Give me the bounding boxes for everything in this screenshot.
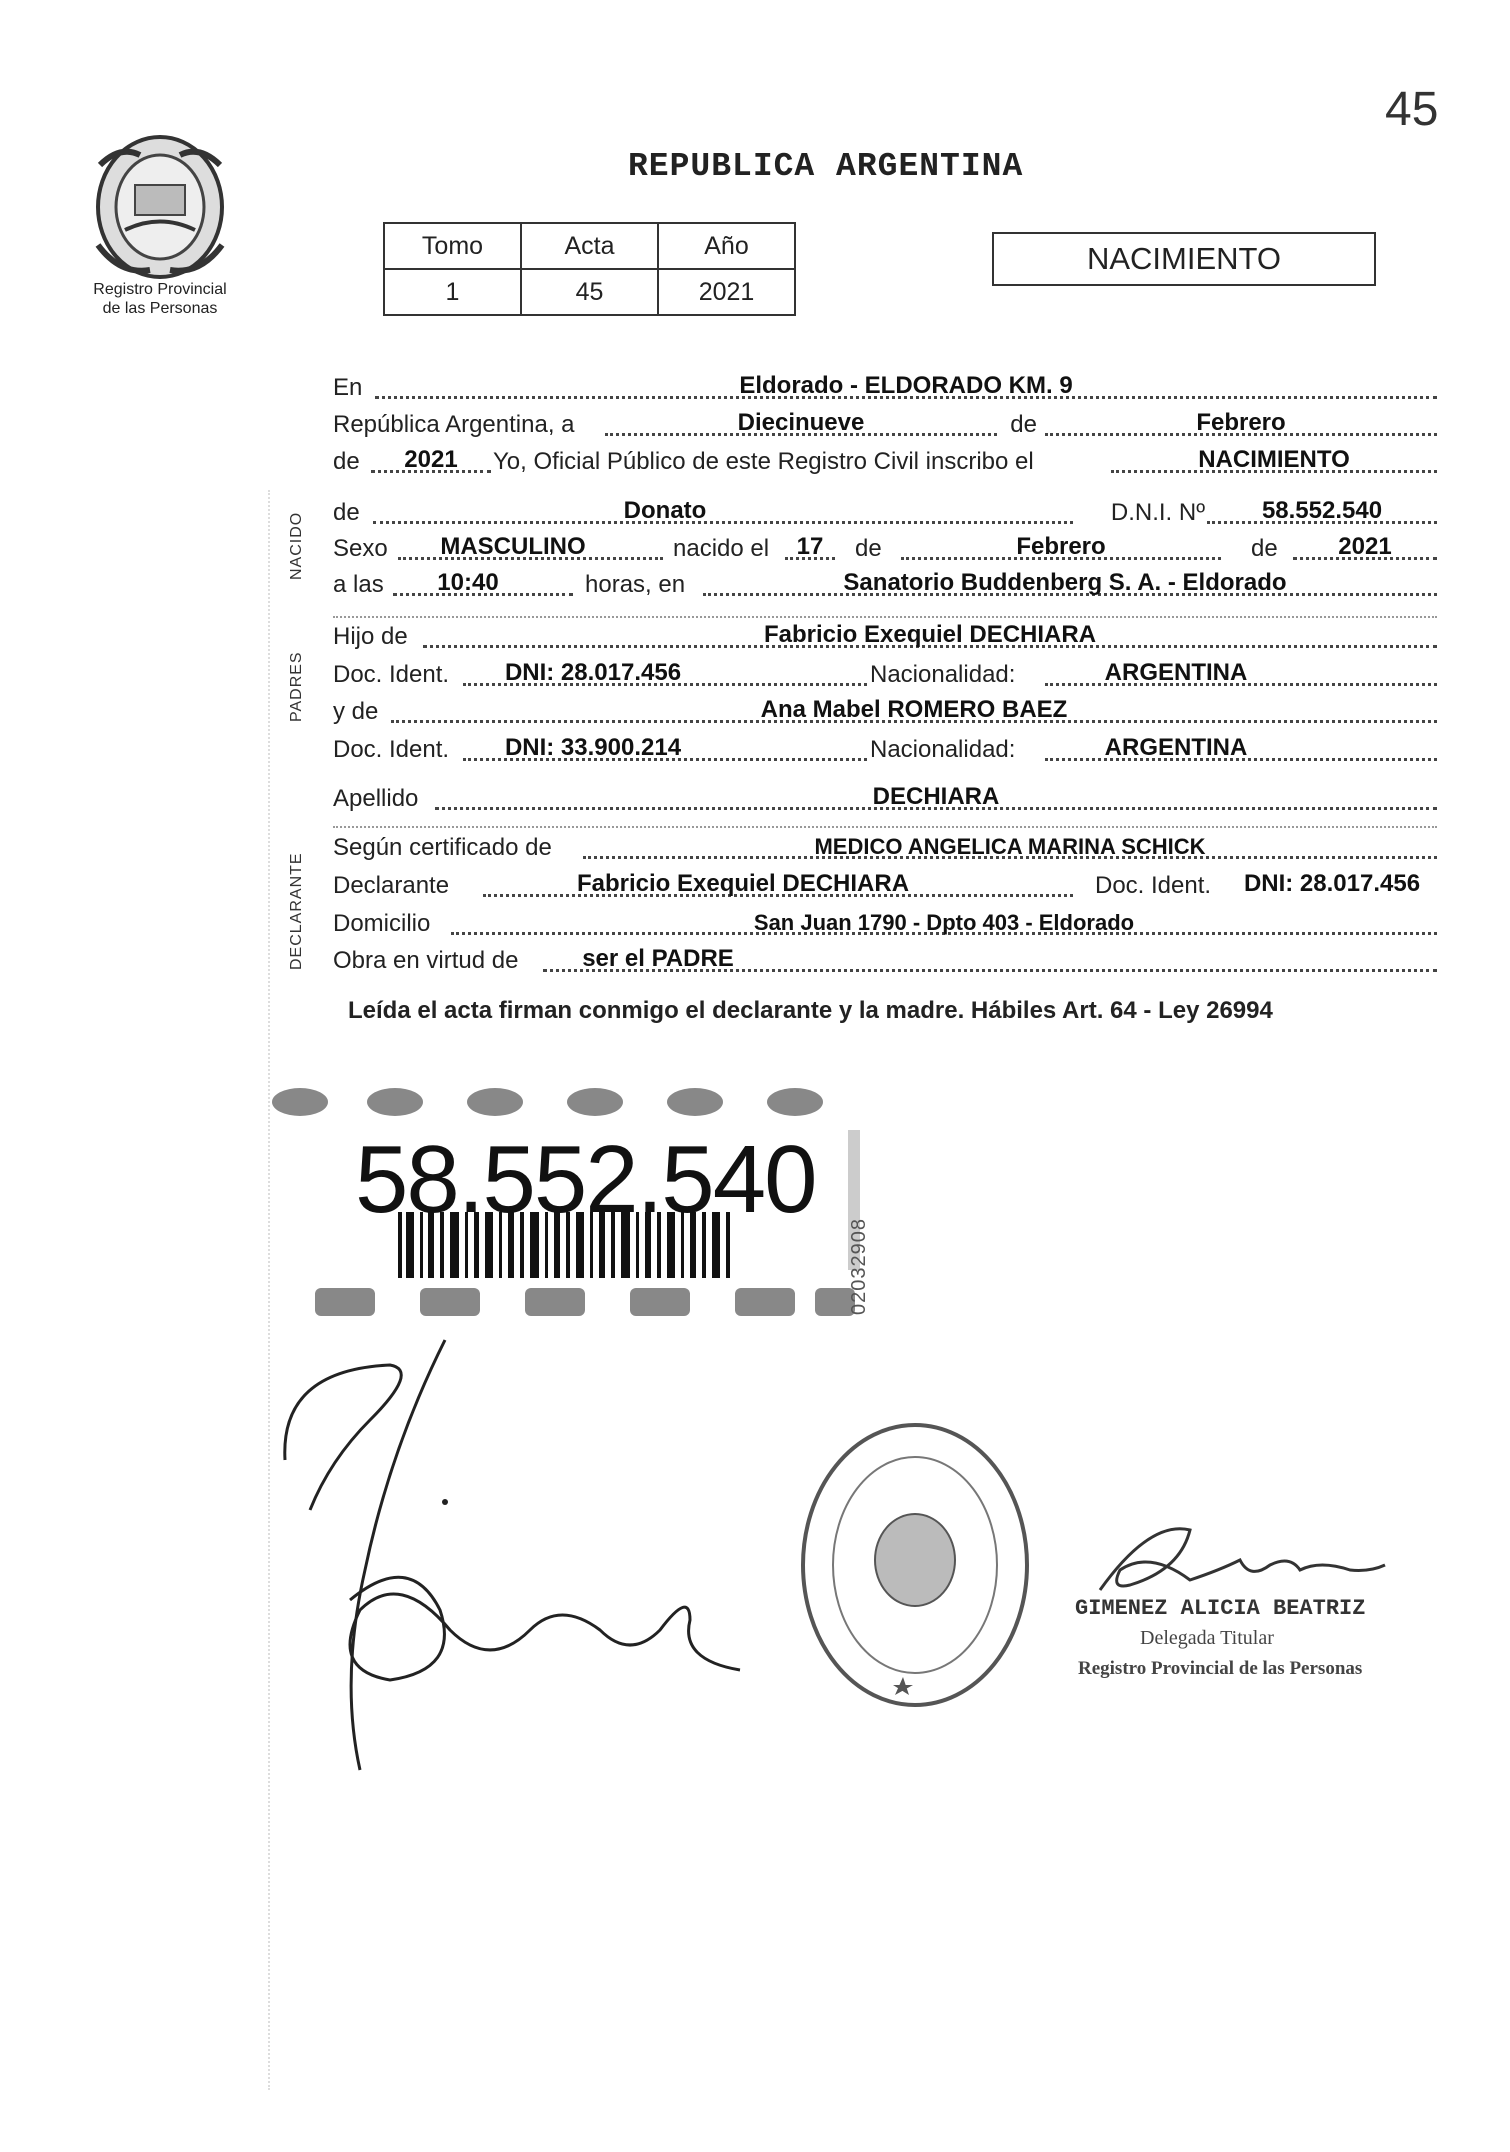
value-madre-doc: DNI: 33.900.214 (504, 734, 682, 761)
label-segun-certificado: Según certificado de (333, 834, 552, 861)
label-obra-en-virtud: Obra en virtud de (333, 947, 519, 974)
label-yo-oficial: Yo, Oficial Público de este Registro Civil inscribo el (493, 448, 1034, 475)
section-label-padres: PADRES (288, 651, 305, 722)
value-padre: Fabricio Exequiel DECHIARA (763, 621, 1097, 648)
margin-line (268, 490, 270, 2090)
label-nacido-el: nacido el (673, 535, 770, 562)
section-label-nacido: NACIDO (288, 511, 305, 580)
row-declarante (333, 868, 1437, 904)
row-apellido (333, 781, 1437, 817)
label-en: En (333, 374, 363, 401)
row-hora-lugar (333, 567, 1437, 603)
label-de-nombre: de (333, 499, 360, 526)
provincial-seal-logo (80, 125, 240, 285)
registry-value-tomo: 1 (384, 269, 521, 315)
value-sexo: MASCULINO (440, 533, 586, 560)
value-dia-nacimiento: 17 (796, 533, 824, 560)
page-number: 45 (1385, 83, 1439, 136)
registrar-signature (1090, 1510, 1390, 1610)
value-lugar: Eldorado - ELDORADO KM. 9 (739, 372, 1073, 399)
label-doc-ident-declarante: Doc. Ident. (1095, 872, 1212, 899)
value-vinculo: ser el PADRE (582, 945, 734, 972)
value-nombre: Donato (623, 497, 707, 524)
label-domicilio: Domicilio (333, 910, 431, 937)
label-de-anio-nacimiento: de (1251, 535, 1278, 562)
label-apellido: Apellido (333, 785, 419, 812)
registrar-name: GIMENEZ ALICIA BEATRIZ (1075, 1596, 1366, 1621)
value-apellido: DECHIARA (872, 783, 1000, 810)
label-a-las: a las (333, 571, 384, 598)
value-domicilio: San Juan 1790 - Dpto 403 - Eldorado (753, 910, 1135, 935)
label-de-anio-inscripcion: de (333, 448, 360, 475)
record-type-box: NACIMIENTO (992, 232, 1376, 286)
label-nacionalidad-madre: Nacionalidad: (870, 736, 1016, 763)
row-lugar (333, 370, 1437, 406)
label-nacionalidad-padre: Nacionalidad: (870, 661, 1016, 688)
value-anio-nacimiento: 2021 (1338, 533, 1392, 560)
label-de-mes-nacimiento: de (855, 535, 882, 562)
row-certificado (333, 830, 1437, 866)
separator-nacido (333, 616, 1437, 618)
official-stamp (795, 1415, 1035, 1715)
label-hijo-de: Hijo de (333, 623, 408, 650)
label-horas-en: horas, en (585, 571, 686, 598)
value-dni-nacido: 58.552.540 (1261, 497, 1383, 524)
registrar-office: Registro Provincial de las Personas (1078, 1658, 1363, 1679)
row-padre (333, 619, 1437, 655)
value-madre-nacionalidad: ARGENTINA (1104, 734, 1248, 761)
logo-caption-line1: Registro Provincial (93, 281, 227, 298)
registry-value-row (384, 269, 795, 315)
registry-header-tomo: Tomo (384, 223, 521, 269)
row-domicilio (333, 906, 1437, 942)
value-dia-letras: Diecinueve (737, 409, 865, 436)
label-de-mes: de (1010, 411, 1037, 438)
separator-padres (333, 826, 1437, 828)
registry-header-row (384, 223, 795, 269)
registry-header-acta: Acta (521, 223, 658, 269)
label-republica: República Argentina, a (333, 411, 575, 438)
closing-statement: Leída el acta firman conmigo el declarante y la madre. Hábiles Art. 64 - Ley 26994 (348, 997, 1273, 1024)
sticker-serial: 02032908 (848, 1218, 870, 1315)
value-padre-doc: DNI: 28.017.456 (504, 659, 682, 686)
logo-caption-line2: de las Personas (102, 300, 218, 317)
value-hora: 10:40 (437, 569, 499, 596)
value-lugar-nacimiento: Sanatorio Buddenberg S. A. - Eldorado (843, 569, 1287, 596)
registry-header-anio: Año (658, 223, 795, 269)
label-doc-ident-madre: Doc. Ident. (333, 736, 450, 763)
label-declarante: Declarante (333, 872, 450, 899)
label-sexo: Sexo (333, 535, 388, 562)
row-padre-doc (333, 657, 1437, 693)
row-sexo-nacimiento (333, 531, 1437, 567)
value-madre: Ana Mabel ROMERO BAEZ (760, 696, 1068, 723)
row-anio-inscripcion (333, 444, 1437, 480)
document-title: REPUBLICA ARGENTINA (628, 148, 1024, 185)
value-anio-inscripcion: 2021 (404, 446, 458, 473)
row-fecha-inscripcion (333, 407, 1437, 443)
registry-table (383, 222, 796, 316)
registrar-role: Delegada Titular (1140, 1627, 1274, 1649)
logo-caption (60, 280, 260, 318)
value-mes-nacimiento: Febrero (1016, 533, 1106, 560)
declarant-signature (270, 1330, 760, 1780)
row-nombre (333, 495, 1437, 531)
registry-value-anio: 2021 (658, 269, 795, 315)
value-padre-nacionalidad: ARGENTINA (1104, 659, 1248, 686)
section-label-declarante: DECLARANTE (288, 852, 305, 970)
value-tipo-registro: NACIMIENTO (1198, 446, 1350, 473)
value-declarante: Fabricio Exequiel DECHIARA (576, 870, 910, 897)
row-madre (333, 694, 1437, 730)
row-madre-doc (333, 732, 1437, 768)
label-y-de: y de (333, 698, 379, 725)
value-declarante-doc: DNI: 28.017.456 (1243, 870, 1421, 897)
value-certificado: MEDICO ANGELICA MARINA SCHICK (814, 834, 1206, 859)
value-mes-inscripcion: Febrero (1196, 409, 1286, 436)
label-doc-ident-padre: Doc. Ident. (333, 661, 450, 688)
label-dni: D.N.I. Nº (1110, 499, 1205, 526)
registry-value-acta: 45 (521, 269, 658, 315)
row-vinculo (333, 943, 1437, 979)
sticker-dni-number: 58.552.540 (355, 1126, 816, 1233)
